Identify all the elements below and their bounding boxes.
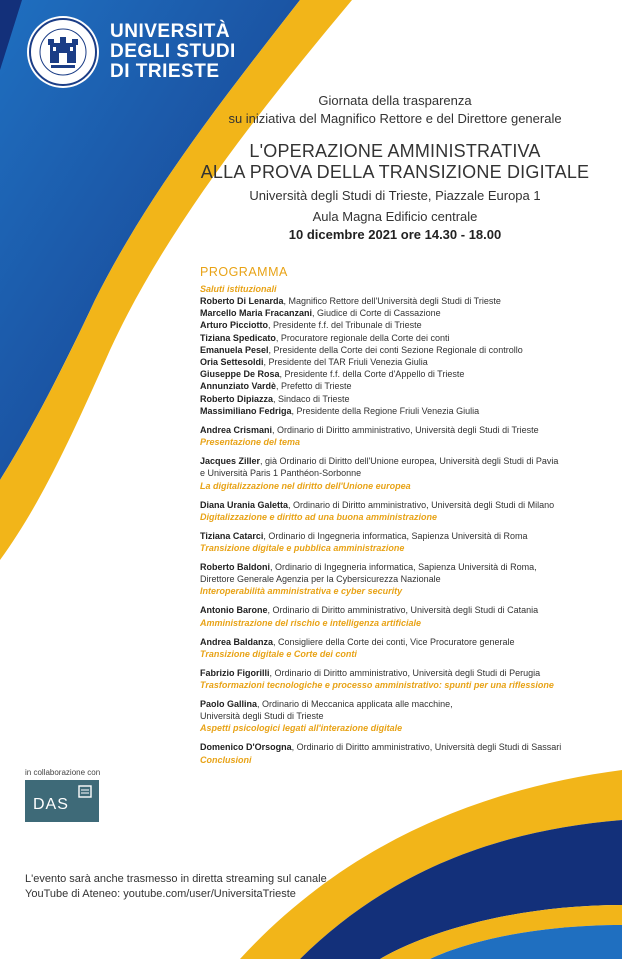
- university-name-line-1: UNIVERSITÀ: [110, 21, 231, 42]
- greeting-item: [200, 393, 610, 405]
- speaker-role-continued: Università degli Studi di Trieste: [200, 711, 324, 722]
- talk-item: [200, 604, 610, 628]
- talk-item: [200, 698, 610, 734]
- talk-item: [200, 636, 610, 660]
- greeting-item: [200, 344, 610, 356]
- speaker-role: , Consigliere della Corte dei conti, Vice Procuratore generale: [273, 636, 515, 647]
- speaker-name: Jacques Ziller: [200, 456, 261, 467]
- speaker-role: , Giudice di Corte di Cassazione: [312, 308, 441, 319]
- speaker-role: , Magnifico Rettore dell'Università degli Studi di Trieste: [283, 296, 501, 306]
- speaker-name: Roberto Dipiazza: [200, 393, 274, 404]
- talks-list: [200, 424, 610, 766]
- talk-topic: Aspetti psicologici legati all'interazione digitale: [200, 723, 403, 734]
- talk-speaker-line: [200, 455, 610, 467]
- greeting-item: [200, 368, 610, 380]
- talk-topic: Digitalizzazione e diritto ad una buona amministrazione: [200, 511, 438, 522]
- talk-topic: Transizione digitale e Corte dei conti: [200, 648, 357, 659]
- speaker-role: , Presidente del TAR Friuli Venezia Giulia: [263, 357, 428, 368]
- talk-speaker-line: [200, 424, 610, 436]
- talk-speaker-line: [200, 499, 610, 511]
- speaker-role: , Ordinario di Diritto amministrativo, Università degli Studi di Milano: [288, 499, 555, 510]
- greeting-item: [200, 319, 610, 331]
- speaker-name: Tiziana Spedicato: [200, 332, 276, 343]
- greeting-item: [200, 307, 610, 319]
- talk-speaker-line: [200, 530, 610, 542]
- talk-item: [200, 424, 610, 448]
- speaker-role: , Ordinario di Diritto amministrativo, Università degli Studi di Trieste: [272, 425, 539, 436]
- talk-topic: Transizione digitale e pubblica amministrazione: [200, 543, 405, 554]
- speaker-name: Arturo Picciotto: [200, 320, 269, 331]
- talk-speaker-line: [200, 561, 610, 573]
- talk-speaker-line: [200, 604, 610, 616]
- speaker-role: , Presidente f.f. della Corte d'Appello di Trieste: [279, 369, 465, 380]
- university-name-line-3: DI TRIESTE: [110, 61, 220, 82]
- speaker-role: , Prefetto di Trieste: [276, 381, 352, 392]
- speaker-role: , Ordinario di Ingegneria informatica, Sapienza Università di Roma,: [270, 562, 537, 573]
- speaker-role-continued: e Università Paris 1 Panthéon-Sorbonne: [200, 468, 362, 479]
- speaker-name: Marcello Maria Fracanzani: [200, 308, 313, 319]
- talk-item: [200, 667, 610, 691]
- programme: [200, 265, 610, 766]
- greeting-item: [200, 356, 610, 368]
- speaker-role: , già Ordinario di Diritto dell'Unione europea, Università degli Studi di Pavia: [260, 456, 559, 467]
- speaker-role: , Ordinario di Meccanica applicata alle macchine,: [257, 699, 453, 710]
- speaker-name: Diana Urania Galetta: [200, 499, 289, 510]
- speaker-role: , Ordinario di Diritto amministrativo, Università degli Studi di Catania: [267, 605, 539, 616]
- event-location: Università degli Studi di Trieste, Piazzale Europa 1: [249, 188, 541, 203]
- talk-topic: Conclusioni: [200, 754, 252, 765]
- collaboration-label: in collaborazione con: [25, 768, 101, 777]
- speaker-name: Giuseppe De Rosa: [200, 369, 280, 380]
- speaker-role: , Sindaco di Trieste: [273, 393, 350, 404]
- talk-item: [200, 530, 610, 554]
- speaker-role: , Ordinario di Diritto amministrativo, Università degli Studi di Sassari: [291, 742, 562, 753]
- talk-speaker-line: [200, 698, 610, 710]
- event-intro-line-2: su iniziativa del Magnifico Rettore e del Direttore generale: [228, 111, 562, 126]
- speaker-role: , Ordinario di Ingegneria informatica, Sapienza Università di Roma: [263, 530, 528, 541]
- greeting-item: [200, 295, 610, 307]
- speaker-role: , Presidente della Regione Friuli Venezia Giulia: [291, 405, 480, 416]
- streaming-line-2: YouTube di Ateneo: youtube.com/user/UniversitaTrieste: [25, 888, 296, 900]
- svg-text:DAS: DAS: [33, 796, 69, 813]
- speaker-role: , Procuratore regionale della Corte dei conti: [275, 332, 450, 343]
- talk-topic: Trasformazioni tecnologiche e processo amministrativo: spunti per una riflessione: [200, 680, 554, 691]
- speaker-name: Andrea Crismani: [200, 425, 273, 436]
- university-name-line-2: DEGLI STUDI: [110, 41, 236, 62]
- speaker-role: , Ordinario di Diritto amministrativo, Università degli Studi di Perugia: [269, 667, 541, 678]
- greetings-heading: Saluti istituzionali: [200, 284, 277, 294]
- event-datetime: 10 dicembre 2021 ore 14.30 - 18.00: [288, 227, 502, 242]
- speaker-name: Tiziana Catarci: [200, 530, 264, 541]
- talk-speaker-line: [200, 667, 610, 679]
- university-seal-icon: [26, 15, 100, 89]
- speaker-name: Andrea Baldanza: [200, 636, 274, 647]
- speaker-role-continued: Direttore Generale Agenzia per la Cybersicurezza Nazionale: [200, 574, 441, 585]
- talk-topic: La digitalizzazione nel diritto dell'Unione europea: [200, 480, 411, 491]
- speaker-name: Emanuela Pesel: [200, 344, 269, 355]
- speaker-role: , Presidente della Corte dei conti Sezione Regionale di controllo: [268, 344, 523, 355]
- speaker-name: Massimiliano Fedriga: [200, 405, 292, 416]
- greeting-item: [200, 332, 610, 344]
- talk-topic: Interoperabilità amministrativa e cyber security: [200, 586, 403, 597]
- greeting-item: [200, 405, 610, 417]
- speaker-name: Paolo Gallina: [200, 699, 258, 710]
- das-logo-icon: [25, 780, 99, 822]
- speaker-name: Antonio Barone: [200, 605, 268, 616]
- event-intro-line-1: Giornata della trasparenza: [318, 93, 472, 108]
- talk-topic: Presentazione del tema: [200, 437, 301, 448]
- programme-heading: PROGRAMMA: [200, 265, 288, 279]
- speaker-name: Annunziato Vardè: [200, 381, 277, 392]
- event-title-line-1: L'OPERAZIONE AMMINISTRATIVA: [249, 141, 541, 161]
- talk-speaker-line: [200, 636, 610, 648]
- greeting-item: [200, 380, 610, 392]
- speaker-name: Fabrizio Figorilli: [200, 667, 270, 678]
- talk-item: [200, 741, 610, 765]
- talk-item: [200, 499, 610, 523]
- greetings-list: [200, 295, 610, 417]
- speaker-role: , Presidente f.f. del Tribunale di Trieste: [268, 320, 422, 331]
- event-title-line-2: ALLA PROVA DELLA TRANSIZIONE DIGITALE: [200, 162, 590, 182]
- streaming-line-1: L'evento sarà anche trasmesso in diretta streaming sul canale: [25, 873, 327, 885]
- speaker-name: Domenico D'Orsogna: [200, 742, 292, 753]
- speaker-name: Roberto Baldoni: [200, 562, 270, 573]
- event-room: Aula Magna Edificio centrale: [312, 209, 478, 224]
- speaker-name: Oria Settesoldi: [200, 357, 264, 368]
- talk-item: [200, 455, 610, 491]
- talk-speaker-line: [200, 741, 610, 753]
- talk-topic: Amministrazione del rischio e intelligenza artificiale: [200, 617, 422, 628]
- speaker-name: Roberto Di Lenarda: [200, 296, 284, 306]
- talk-item: [200, 561, 610, 597]
